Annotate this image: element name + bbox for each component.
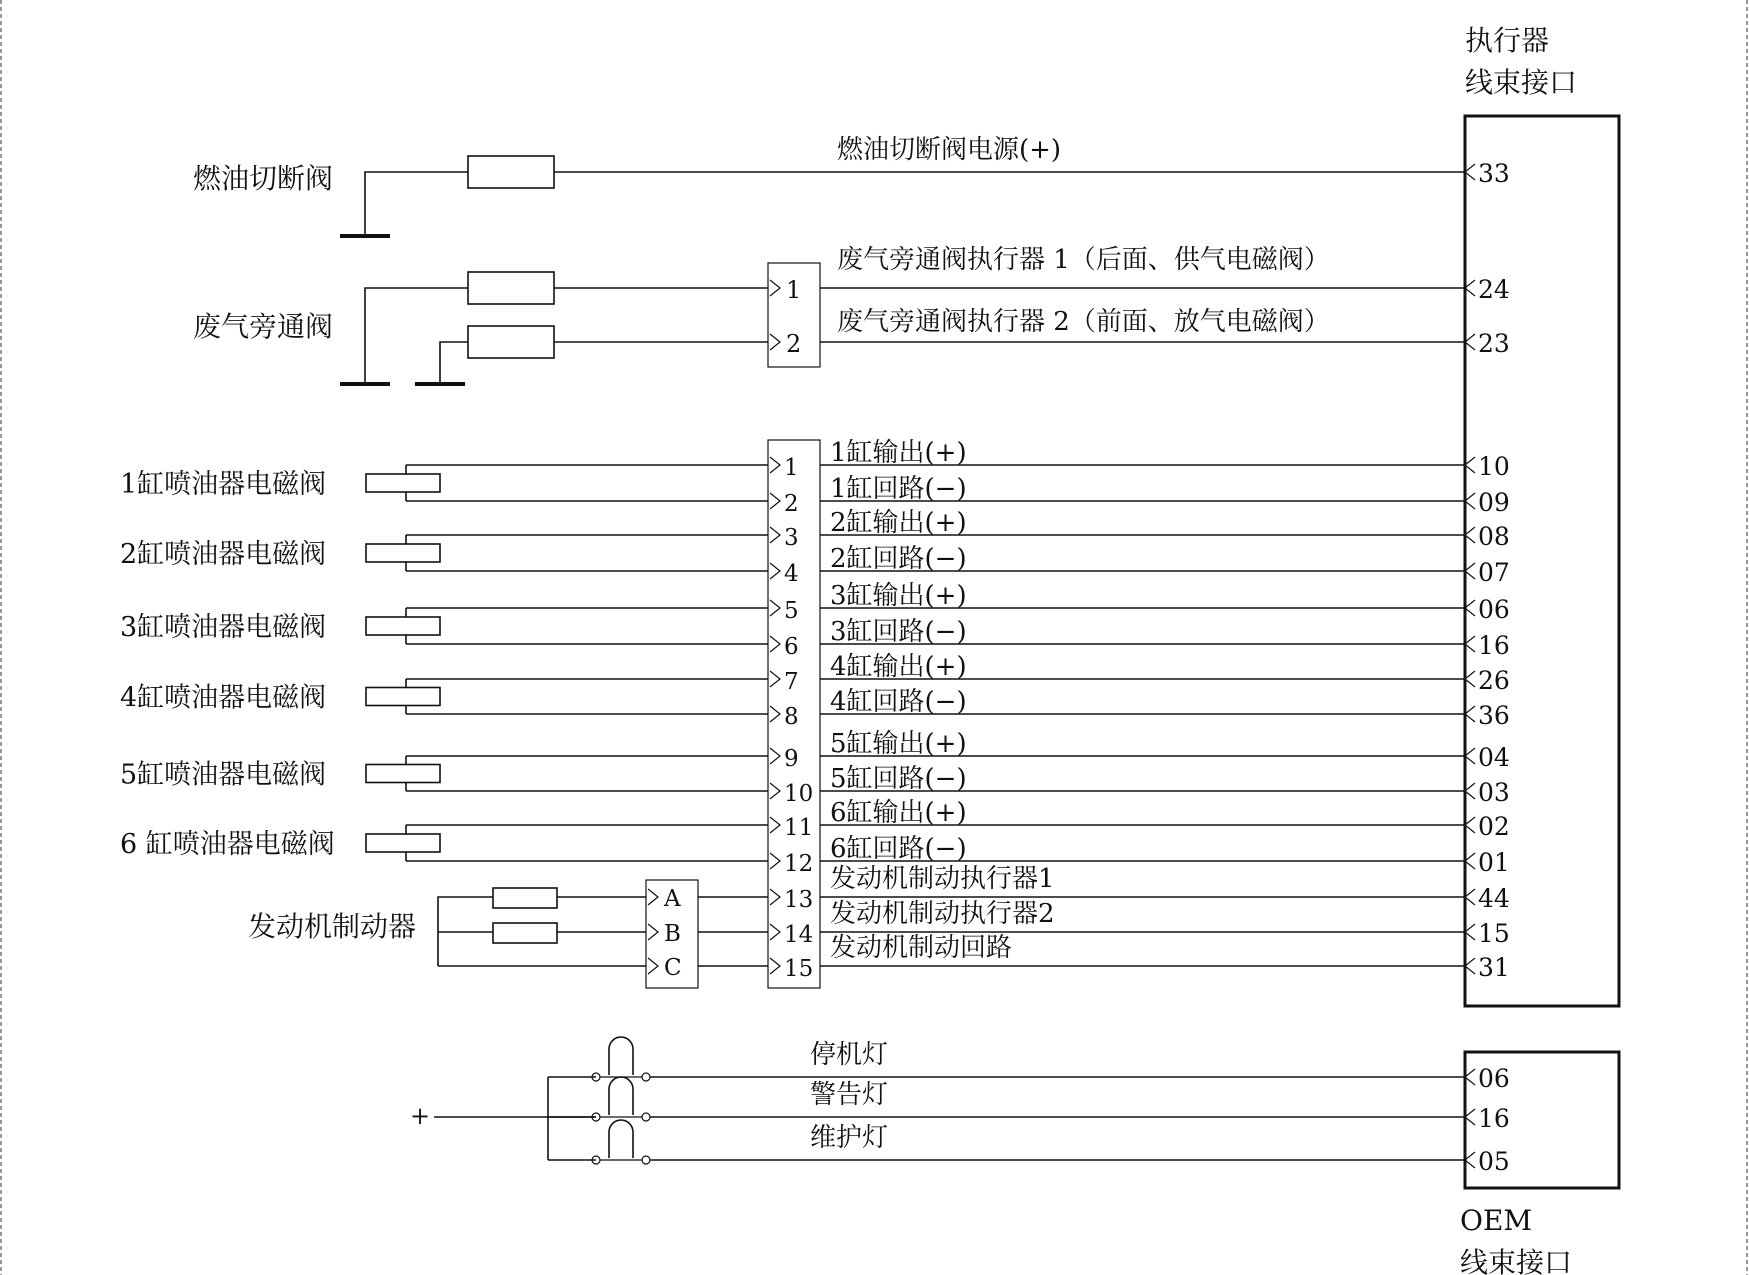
engine-brake-resistor-1 [493,888,557,908]
injector-pin-number: 10 [784,781,814,807]
brake-pin-letter: B [664,921,681,947]
indicator-lamp-icon [609,1077,633,1115]
brake-pin-letter: A [664,886,681,912]
brake-pin-chevron [648,924,658,940]
power-plus-label: + [410,1102,431,1130]
injector-signal-label: 3缸回路(−) [830,617,967,647]
actuator-harness-title-2: 线束接口 [1465,66,1578,99]
injector-coil [366,834,440,852]
injector-coil [366,474,440,492]
oem-pin-number: 16 [1478,1104,1510,1133]
injector-pin-chevron [770,853,780,869]
actuator-harness-title-1: 执行器 [1465,24,1550,57]
injector-signal-label: 发动机制动回路 [830,933,1013,963]
injector-label: 1缸喷油器电磁阀 [120,469,327,500]
injector-coil [366,544,440,562]
injector-pin-chevron [770,706,780,722]
injector-pin-number: 13 [784,887,814,913]
wastegate-pin-number: 2 [786,330,802,358]
injector-pin-number: 4 [784,561,799,587]
actuator-pin-number: 03 [1478,778,1510,807]
lamp-label: 维护灯 [810,1123,889,1153]
injector-coil [366,617,440,635]
actuator-pin-number: 01 [1478,848,1510,877]
actuator-pin-number: 24 [1478,275,1510,304]
injector-signal-label: 1缸输出(+) [830,438,967,468]
brake-pin-chevron [648,889,658,905]
indicator-lamp-icon [609,1037,633,1075]
injector-signal-label: 发动机制动执行器1 [830,864,1055,894]
actuator-pin-number: 36 [1478,701,1510,730]
injector-pin-chevron [770,783,780,799]
actuator-pin-number: 31 [1478,953,1510,982]
oem-harness-title-1: OEM [1460,1204,1533,1237]
injector-signal-label: 发动机制动执行器2 [830,899,1055,929]
fuel-cutoff-valve-label: 燃油切断阀 [193,162,334,195]
lamp-label: 停机灯 [810,1040,889,1070]
injector-pin-chevron [770,748,780,764]
injector-label: 2缸喷油器电磁阀 [120,539,327,570]
injector-pin-number: 3 [784,525,799,551]
wastegate-pin-chevron [770,334,780,350]
actuator-pin-number: 06 [1478,595,1510,624]
injector-pin-chevron [770,958,780,974]
injector-pin-number: 2 [784,491,799,517]
injector-pin-number: 7 [784,669,799,695]
actuator-pin-number: 15 [1478,919,1510,948]
injector-pin-number: 5 [784,598,799,624]
engine-brake-resistor-2 [493,923,557,943]
actuator-pin-number: 26 [1478,666,1510,695]
fuel-cutoff-resistor [468,156,554,188]
actuator-pin-number: 10 [1478,452,1510,481]
actuator-pin-number: 07 [1478,558,1510,587]
injector-signal-label: 6缸输出(+) [830,798,967,828]
injector-signal-label: 6缸回路(−) [830,834,967,864]
injector-signal-label: 2缸回路(−) [830,544,967,574]
actuator-pin-number: 16 [1478,631,1510,660]
oem-pin-number: 05 [1478,1147,1510,1176]
injector-pin-chevron [770,600,780,616]
lamp-label: 警告灯 [810,1080,889,1110]
injector-signal-label: 1缸回路(−) [830,474,967,504]
oem-harness-title-2: 线束接口 [1460,1246,1573,1275]
fuel-cutoff-power-signal: 燃油切断阀电源(+) [837,135,1062,165]
injector-pin-chevron [770,493,780,509]
injector-pin-chevron [770,924,780,940]
wastegate-signal-2: 废气旁通阀执行器 2（前面、放气电磁阀） [837,307,1330,337]
injector-pin-number: 6 [784,634,799,660]
actuator-pin-number: 33 [1478,159,1510,188]
actuator-pin-number: 09 [1478,488,1510,517]
injector-label: 4缸喷油器电磁阀 [120,682,327,714]
injector-signal-label: 5缸回路(−) [830,764,967,794]
wastegate-valve-label: 废气旁通阀 [193,310,334,343]
wastegate-pin-number: 1 [786,276,802,304]
injector-pin-chevron [770,527,780,543]
wastegate-resistor-1 [468,272,554,304]
engine-brake-label: 发动机制动器 [248,910,417,943]
injector-pin-number: 9 [784,746,799,772]
brake-pin-letter: C [664,955,682,981]
injector-pin-chevron [770,457,780,473]
injector-pin-number: 14 [784,922,814,948]
wastegate-pin-chevron [770,280,780,296]
injector-pin-number: 12 [784,851,814,877]
injector-label: 6 缸喷油器电磁阀 [120,829,335,860]
actuator-pin-number: 08 [1478,522,1510,551]
injector-label: 3缸喷油器电磁阀 [120,612,327,643]
injector-pin-chevron [770,563,780,579]
injector-pin-number: 1 [784,455,799,481]
injector-label: 5缸喷油器电磁阀 [120,759,327,791]
injector-pin-number: 11 [784,815,814,841]
brake-pin-chevron [648,958,658,974]
injector-coil [366,688,440,706]
injector-signal-label: 5缸输出(+) [830,729,967,759]
actuator-pin-number: 04 [1478,743,1510,772]
indicator-lamp-icon [609,1120,633,1158]
injector-signal-label: 3缸输出(+) [830,581,967,611]
injector-signal-label: 4缸输出(+) [830,652,967,682]
injector-signal-label: 4缸回路(−) [830,687,967,717]
actuator-pin-number: 02 [1478,812,1510,841]
wastegate-resistor-2 [468,326,554,358]
injector-pin-chevron [770,889,780,905]
injector-signal-label: 2缸输出(+) [830,508,967,538]
injector-pin-number: 8 [784,704,799,730]
injector-pin-chevron [770,671,780,687]
actuator-pin-number: 23 [1478,329,1510,358]
injector-pin-chevron [770,636,780,652]
injector-coil [366,765,440,783]
wastegate-signal-1: 废气旁通阀执行器 1（后面、供气电磁阀） [837,245,1330,275]
oem-pin-number: 06 [1478,1064,1510,1093]
injector-pin-number: 15 [784,956,814,982]
injector-pin-chevron [770,817,780,833]
actuator-pin-number: 44 [1478,884,1510,913]
